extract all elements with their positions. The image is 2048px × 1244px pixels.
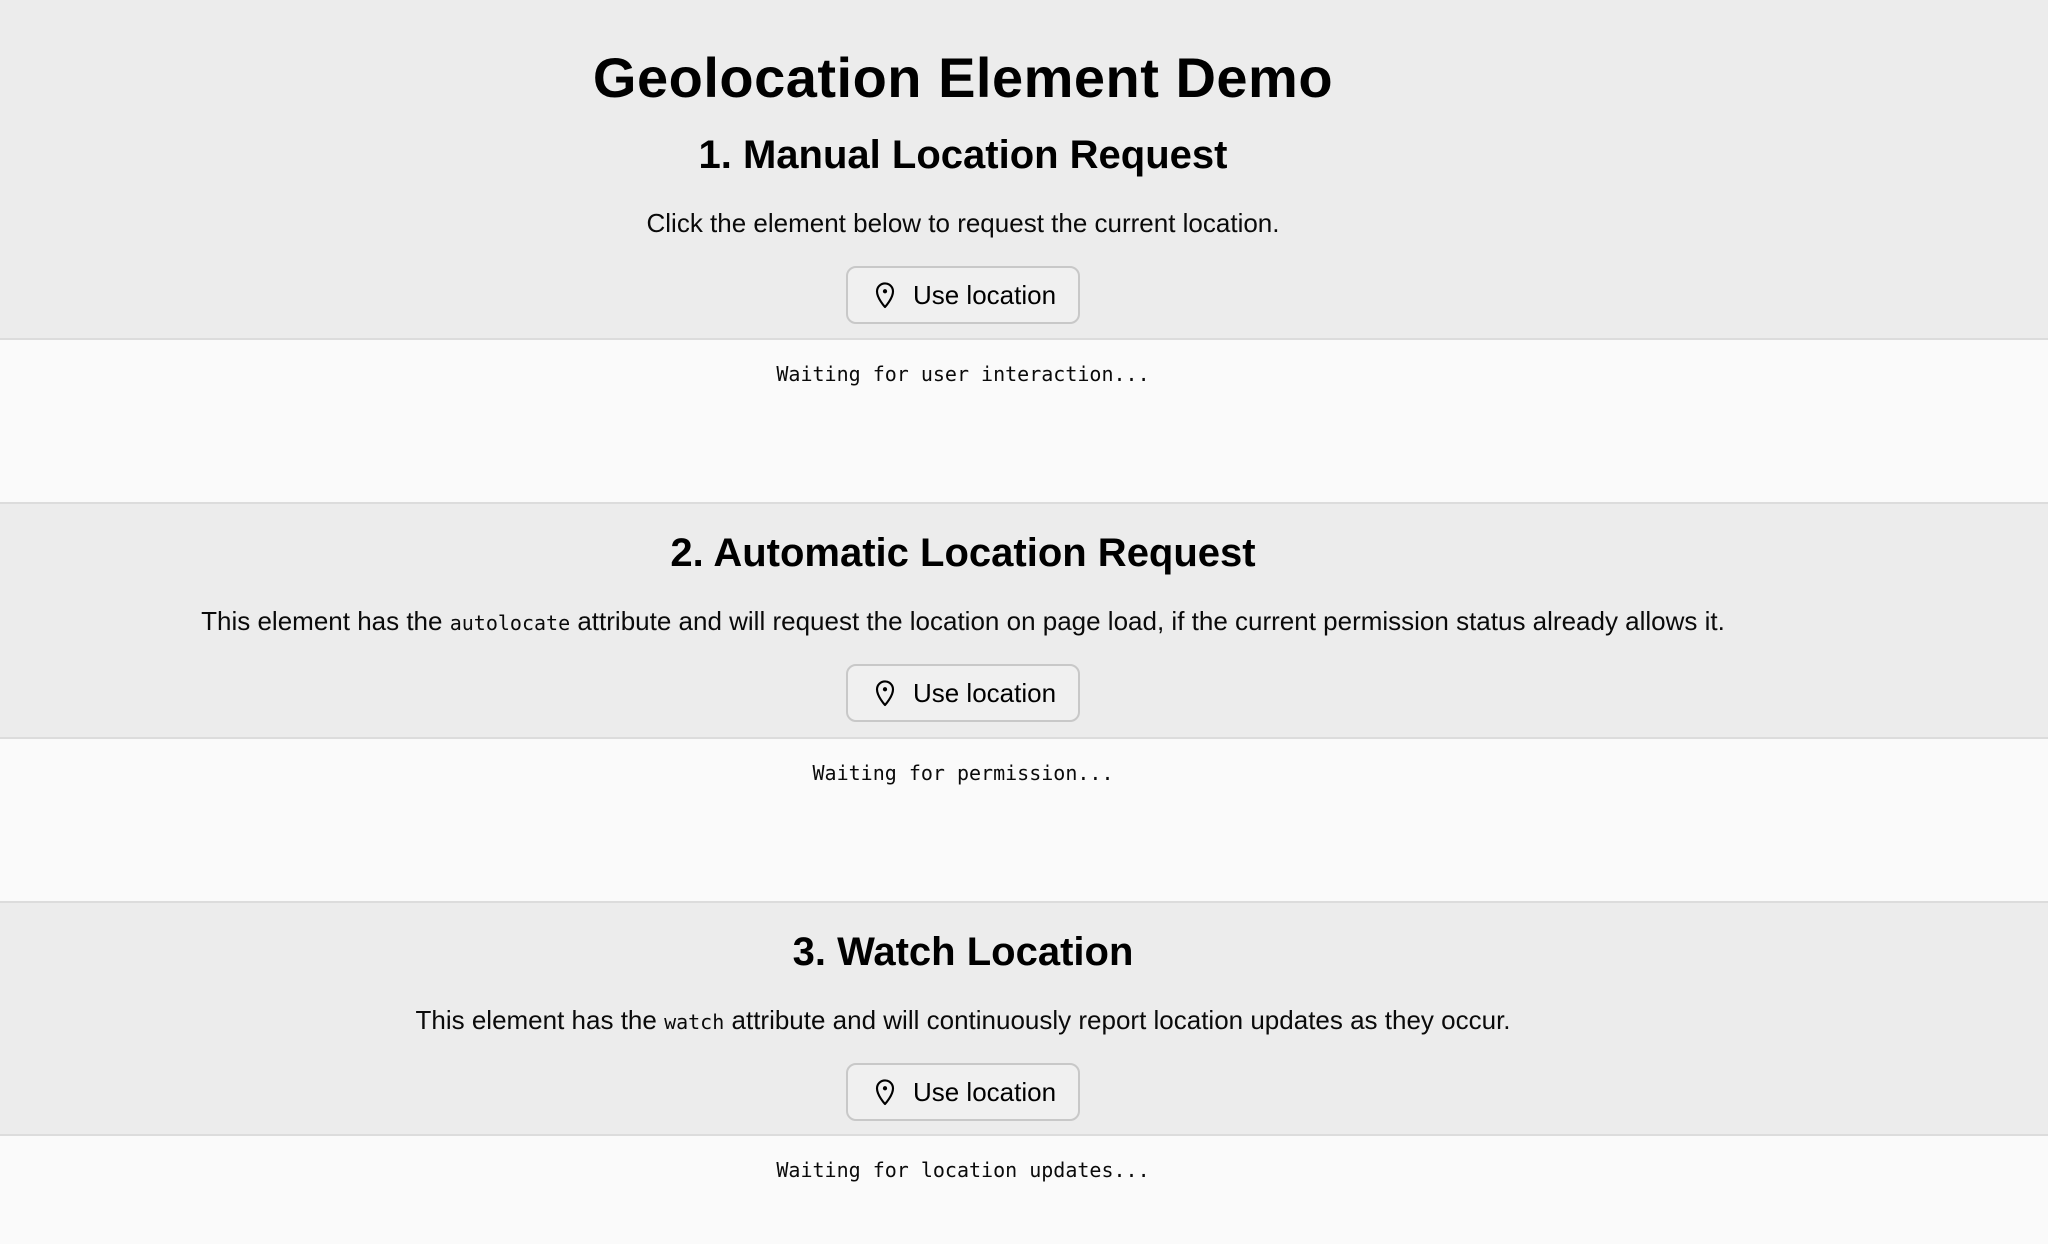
description-text: Click the element below to request the current location. [646,208,1280,238]
description-text: attribute and will request the location on page load, if the current permission status already allows it. [570,606,1725,636]
use-location-label: Use location [912,279,1057,310]
location-pin-icon [870,678,900,708]
location-pin-icon [870,280,900,310]
description-text: attribute and will continuously report location updates as they occur. [724,1005,1511,1035]
use-location-button-automatic[interactable] [846,664,1080,722]
status-output-automatic: Waiting for permission... [0,737,2048,903]
use-location-button-watch[interactable] [846,1063,1080,1121]
section-description-manual [0,208,1926,240]
description-text: This element has the [415,1005,665,1035]
use-location-label: Use location [912,677,1057,708]
status-output-watch: Waiting for location updates... [0,1134,2048,1242]
description-text: This element has the [201,606,450,636]
section-description-watch [0,1005,1926,1037]
section-manual-location [0,0,2048,338]
inline-code-autolocate: autolocate [449,611,571,635]
section-heading-manual: 1. Manual Location Request [698,133,1228,177]
section-description-automatic [0,606,1926,638]
location-pin-icon [870,1077,900,1107]
section-watch-location [0,903,2048,1134]
page-title: Geolocation Element Demo [592,46,1334,109]
use-location-button-manual[interactable] [846,266,1080,324]
use-location-label: Use location [912,1076,1057,1107]
section-heading-automatic: 2. Automatic Location Request [670,531,1256,575]
inline-code-watch: watch [664,1010,725,1034]
section-automatic-location [0,504,2048,737]
status-output-manual: Waiting for user interaction... [0,338,2048,504]
section-heading-watch: 3. Watch Location [792,930,1134,974]
